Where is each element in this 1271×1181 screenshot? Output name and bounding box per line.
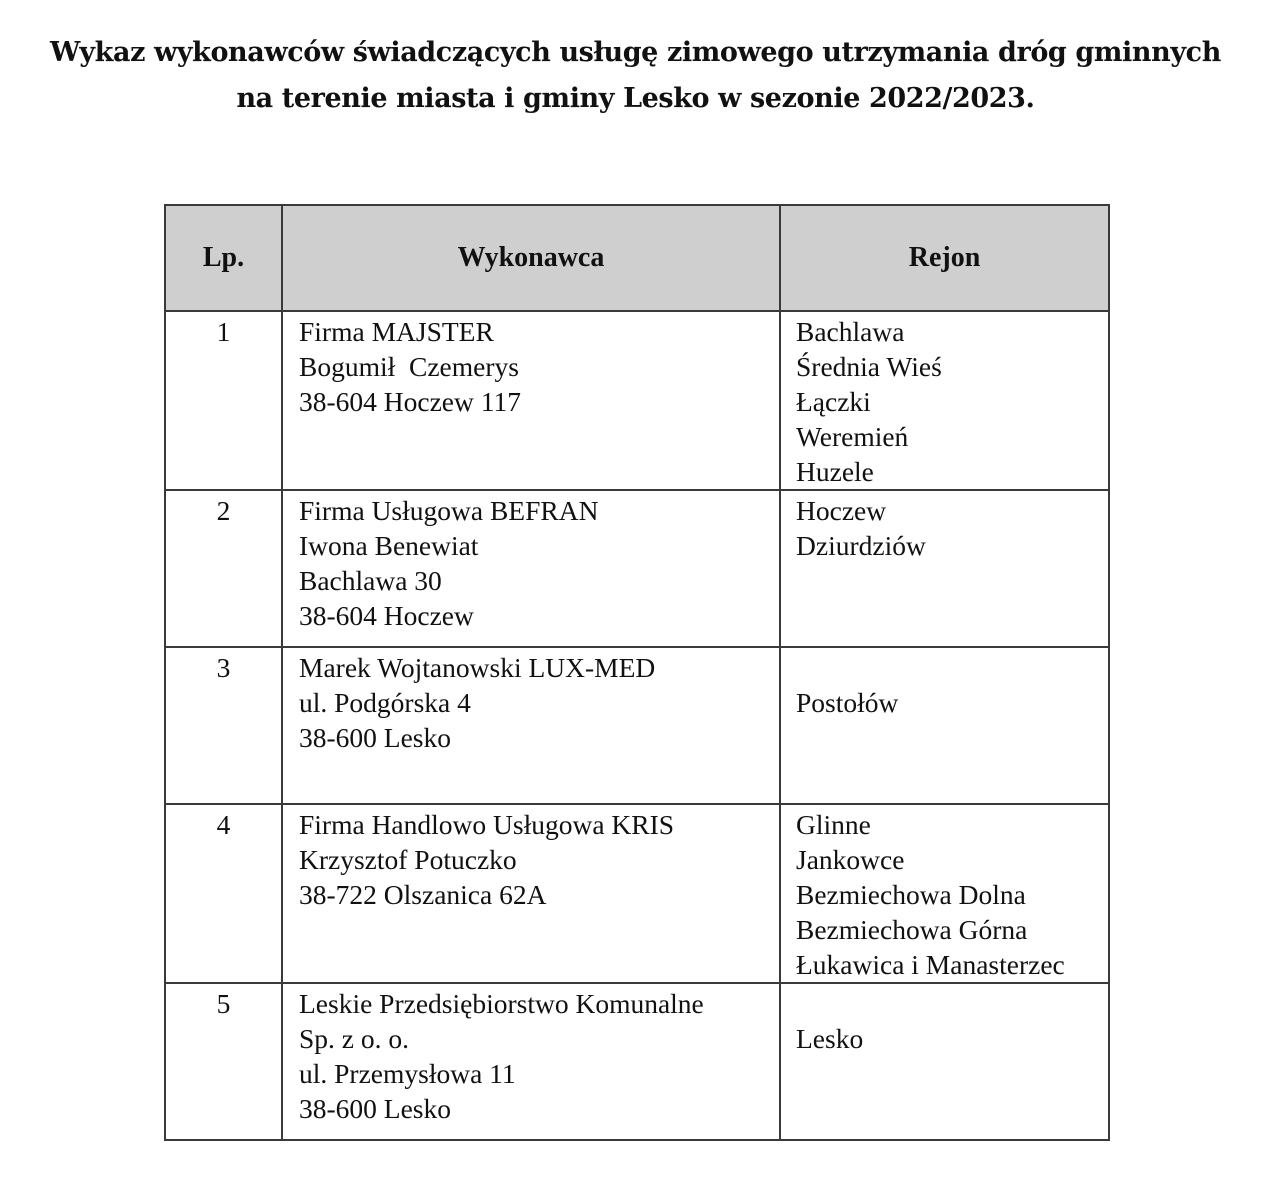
table-header-row (165, 205, 1109, 311)
contractor-line: Sp. z o. o. (299, 1023, 409, 1054)
row-number: 5 (216, 988, 231, 1019)
contractor-cell (283, 491, 779, 633)
region-line: Lesko (796, 1023, 864, 1054)
contractor-line: Leskie Przedsiębiorstwo Komunalne (299, 988, 704, 1019)
region-line: Glinne (796, 809, 871, 840)
region-line: Bezmiechowa Górna (796, 914, 1028, 945)
region-cell (781, 648, 1108, 720)
region-cell (781, 984, 1108, 1056)
region-line: Bezmiechowa Dolna (796, 879, 1026, 910)
row-number: 1 (216, 316, 231, 347)
contractor-line: Marek Wojtanowski LUX-MED (299, 652, 656, 683)
region-line: Jankowce (796, 844, 905, 875)
contractor-cell (283, 312, 779, 419)
region-line: Postołów (796, 687, 899, 718)
table-row (165, 490, 1109, 647)
contractor-line: ul. Podgórska 4 (299, 687, 471, 718)
table-row (165, 804, 1109, 983)
contractor-cell (283, 805, 779, 912)
title-line-2: na terenie miasta i gminy Lesko w sezonie 2022/2023. (236, 83, 1035, 114)
header-lp: Lp. (165, 205, 282, 311)
region-line: Bachlawa (796, 316, 905, 347)
contractor-line: Krzysztof Potuczko (299, 844, 517, 875)
document-title (0, 30, 1271, 122)
contractor-line: ul. Przemysłowa 11 (299, 1058, 516, 1089)
region-line: Weremień (796, 421, 909, 452)
contractor-line: 38-604 Hoczew 117 (299, 386, 521, 417)
table-row (165, 311, 1109, 490)
contractor-cell (283, 648, 779, 755)
contractor-line: Iwona Benewiat (299, 530, 479, 561)
region-line: Huzele (796, 456, 874, 487)
contractor-line: Firma Handlowo Usługowa KRIS (299, 809, 675, 840)
header-wykonawca: Wykonawca (282, 205, 780, 311)
contractor-line: Firma Usługowa BEFRAN (299, 495, 599, 526)
header-rejon: Rejon (780, 205, 1109, 311)
contractor-line: 38-600 Lesko (299, 722, 451, 753)
contractor-line: 38-604 Hoczew (299, 600, 474, 631)
contractor-line: Bachlawa 30 (299, 565, 442, 596)
region-cell (781, 491, 1108, 563)
contractor-line: 38-600 Lesko (299, 1093, 451, 1124)
region-line: Łączki (796, 386, 871, 417)
region-line: Dziurdziów (796, 530, 926, 561)
contractors-table (164, 204, 1110, 1141)
contractor-cell (283, 984, 779, 1126)
table-row (165, 983, 1109, 1140)
contractor-line: Bogumił Czemerys (299, 351, 519, 382)
region-cell (781, 312, 1108, 489)
title-line-1: Wykaz wykonawców świadczących usługę zimowego utrzymania dróg gminnych (50, 37, 1221, 68)
contractor-line: Firma MAJSTER (299, 316, 494, 347)
row-number: 4 (216, 809, 231, 840)
region-cell (781, 805, 1108, 982)
region-line: Łukawica i Manasterzec (796, 949, 1065, 980)
contractor-line: 38-722 Olszanica 62A (299, 879, 547, 910)
region-line: Hoczew (796, 495, 887, 526)
table-row (165, 647, 1109, 804)
row-number: 2 (216, 495, 231, 526)
row-number: 3 (216, 652, 231, 683)
region-line: Średnia Wieś (796, 351, 942, 382)
